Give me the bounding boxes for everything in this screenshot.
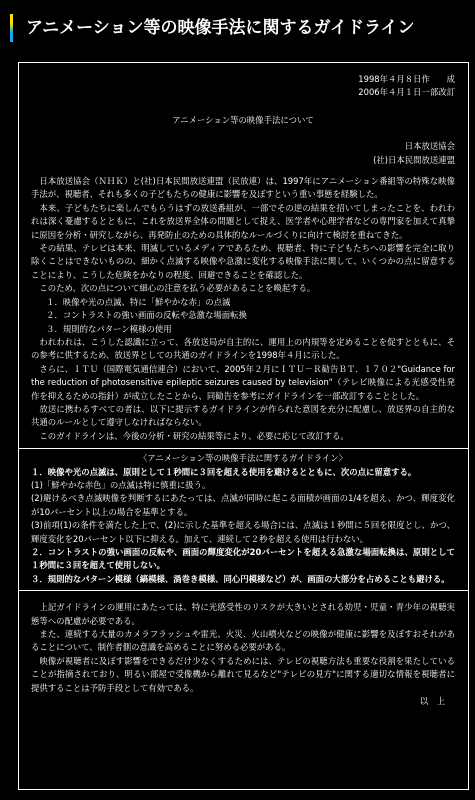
list-item: ２．コントラストの強い画面の反転や急激な場面転換 <box>46 310 247 321</box>
creation-date: 1998年４月８日作 成 <box>358 74 455 84</box>
document-dates <box>31 73 455 100</box>
guideline-item: (2)避けるべき点滅映像を判断するにあたっては、点滅が同時に起こる面積が画面の1/4を超え、かつ、輝度変化が10パーセント以上の場合を基準とする。 <box>31 493 455 517</box>
page-title: アニメーション等の映像手法に関するガイドライン <box>26 18 415 38</box>
guideline-title: 〈アニメーション等の映像手法に関するガイドライン〉 <box>138 453 348 464</box>
paragraph: 放送に携わるすべての者は、以下に提示するガイドラインが作られた意図を充分に配慮し、放送界の自主的な共通のルールとして遵守しなければならない。 <box>31 403 455 428</box>
paragraph: 日本放送協会（ＮＨＫ）と(社)日本民間放送連盟（民放連）は、1997年にアニメーション番組等の特殊な映像手法が、視聴者、それも多くの子どもたちの健康に影響を及ぼすという重い事態を経験した。 <box>31 176 455 200</box>
org-nhk: 日本放送協会 <box>404 141 455 152</box>
note-paragraph: 映像が視聴者に及ぼす影響をできるだけ少なくするためには、テレビの視聴方法も重要な役割を果たしていることが指摘されており、明るい部屋で受像機から離れて見るなど"テレビの見方"に関する適切な情報を視聴者に提供することは予防手段として有効である。 <box>31 655 455 693</box>
paragraph: その結果、テレビは本来、明滅しているメディアであるため、視聴者、特に子どもたちへの影響を完全に取り除くことはできないものの、細かく点滅する映像や急激に変化する映像手法に関して、いくつかの点に留意することにより、こうした危険をかなりの程度、回避できることを確認した。 <box>31 243 455 280</box>
issuing-organizations <box>31 140 455 167</box>
list-item: １．映像や光の点滅、特に「鮮やかな赤」の点滅 <box>46 296 231 307</box>
paragraph: さらに、ＩＴＵ（国際電気通信連合）において、2005年２月にＩＴＵ－Ｒ勧告ＢＴ．１７０２"Guidance for the reduction of photosensitive epileptic seizures caused by television"（テレビ映像による光感受性発作を抑えるための指針）が成立したことから、同勧告を参考にガイドラインを一部改訂することとした。 <box>31 363 455 401</box>
paragraph: このガイドラインは、今後の分析・研究の結果等により、必要に応じて改訂する。 <box>39 430 349 441</box>
paragraph: 本来、子どもたちに楽しんでもらうはずの放送番組が、一部でその逆の結果を招いてしまったことを、われわれは深く憂慮するとともに、これを放送界全体の問題として捉え、医学者や心理学者などの専門家を加えて真摯に原因を分析・研究しながら、再発防止のための具体的なルールづくりに向けて検討を重ねてきた。 <box>31 202 455 240</box>
revision-date: 2006年４月１日一部改訂 <box>358 87 455 98</box>
page-header <box>0 0 475 58</box>
note-paragraph: 上記ガイドラインの運用にあたっては、特に光感受性のリスクが大きいとされる幼児・児童・青少年の視聴実態等への配慮が必要である。 <box>31 602 455 626</box>
notes-section <box>31 601 455 695</box>
document-subtitle: アニメーション等の映像手法について <box>172 114 314 125</box>
paragraph: このため、次の点について細心の注意を払う必要があることを喚起する。 <box>39 283 316 294</box>
paragraph: われわれは、こうした認識に立って、各放送局が自主的に、運用上の内規等を定めることを促すとともに、その参考に供するため、放送界としての共通のガイドラインを1998年４月に示した。 <box>31 336 455 361</box>
guideline-box <box>19 448 468 591</box>
guideline-item: １．映像や光の点滅は、原則として１秒間に３回を超える使用を避けるとともに、次の点に留意する。 <box>31 466 417 477</box>
org-jba: (社)日本民間放送連盟 <box>373 154 455 165</box>
closing-mark: 以 上 <box>419 696 445 707</box>
accent-bar <box>10 14 13 42</box>
list-item: ３．規則的なパターン模様の使用 <box>46 323 172 334</box>
guideline-item: ３．規則的なパターン模様（縞模様、渦巻き模様、同心円模様など）が、画面の大部分を占めることも避ける。 <box>31 573 450 584</box>
guideline-item: (3)前項(1)の条件を満たした上で、(2)に示した基準を超える場合には、点滅は１秒間に５回を限度とし、かつ、輝度変化を20パーセント以下に抑える。加えて、連続して２秒を超える使用は行わない。 <box>31 520 455 544</box>
guideline-item: ２．コントラストの強い画面の反転や、画面の輝度変化が20パーセントを超える急激な場面転換は、原則として１秒間に３回を超えて使用しない。 <box>31 547 455 571</box>
guideline-document <box>18 62 469 790</box>
note-paragraph: また、連続する大量のカメラフラッシュや雷光、火災、火山噴火などの映像が健康に影響を及ぼすおそれがあることについて、制作者側の意識を高めることに努める必要がある。 <box>31 629 455 653</box>
guideline-item: (1)「鮮やかな赤色」の点滅は特に慎重に扱う。 <box>31 479 211 490</box>
